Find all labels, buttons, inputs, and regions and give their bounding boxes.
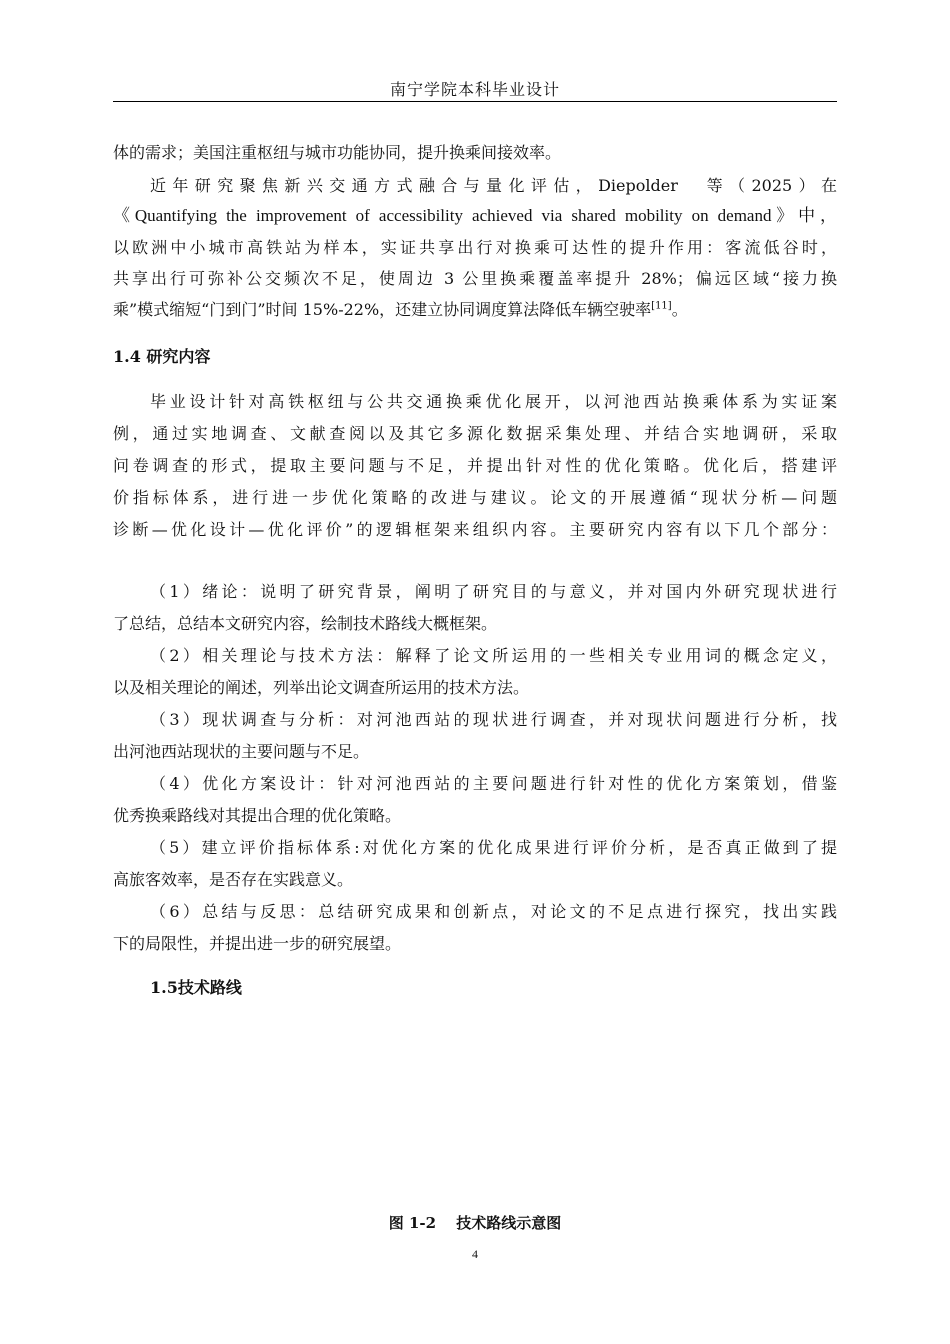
list-item-line: （2）相关理论与技术方法：解释了论文所运用的一些相关专业用词的概念定义， (150, 646, 837, 665)
list-item-line: （4）优化方案设计：针对河池西站的主要问题进行针对性的优化方案策划，借鉴 (150, 774, 837, 793)
paragraph-line: 问卷调查的形式，提取主要问题与不足，并提出针对性的优化策略。优化后，搭建评 (113, 456, 837, 475)
list-item-line: 下的局限性，并提出进一步的研究展望。 (113, 934, 402, 953)
page-header-title: 南宁学院本科毕业设计 (389, 80, 560, 99)
section-heading-1-4: 1.4 研究内容 (113, 347, 211, 366)
paragraph-line: 诊断—优化设计—优化评价”的逻辑框架来组织内容。主要研究内容有以下几个部分： (113, 520, 837, 539)
figure-area (113, 1010, 837, 1200)
list-item-line: （1）绪论：说明了研究背景，阐明了研究目的与意义，并对国内外研究现状进行 (150, 582, 837, 601)
section-heading-1-5: 1.5技术路线 (150, 978, 242, 997)
paragraph-line: 毕业设计针对高铁枢纽与公共交通换乘优化展开，以河池西站换乘体系为实证案 (150, 392, 837, 411)
paragraph-line: 例，通过实地调查、文献查阅以及其它多源化数据采集处理、并结合实地调研，采取 (113, 424, 837, 443)
list-item-line: 高旅客效率，是否存在实践意义。 (113, 870, 354, 889)
paragraph-line: 价指标体系，进行进一步优化策略的改进与建议。论文的开展遵循“现状分析—问题 (113, 488, 837, 507)
list-item-line: 以及相关理论的阐述，列举出论文调查所运用的技术方法。 (113, 678, 530, 697)
paragraph-line: 《Quantifying the improvement of accessibility achieved via shared mobility on demand》中， (113, 206, 837, 225)
list-item-line: （6）总结与反思：总结研究成果和创新点，对论文的不足点进行探究，找出实践 (150, 902, 837, 921)
citation-reference: [11] (651, 300, 672, 312)
list-item-line: 出河池西站现状的主要问题与不足。 (113, 742, 370, 761)
figure-caption: 图 1-2 技术路线示意图 (388, 1214, 562, 1232)
paragraph-line: 共享出行可弥补公交频次不足，使周边 3 公里换乘覆盖率提升 28%；偏远区域“接力换 (113, 269, 837, 288)
paragraph-line: 以欧洲中小城市高铁站为样本，实证共享出行对换乘可达性的提升作用：客流低谷时， (113, 238, 837, 257)
page-number: 4 (472, 1247, 478, 1261)
list-item-line: （5）建立评价指标体系:对优化方案的优化成果进行评价分析，是否真正做到了提 (150, 838, 837, 857)
paragraph-line: 体的需求；美国注重枢纽与城市功能协同，提升换乘间接效率。 (113, 143, 562, 162)
list-item-line: 了总结，总结本文研究内容，绘制技术路线大概框架。 (113, 614, 498, 633)
list-item-line: 优秀换乘路线对其提出合理的优化策略。 (113, 806, 402, 825)
header-divider (113, 101, 837, 102)
paragraph-line: 近年研究聚焦新兴交通方式融合与量化评估，Diepolder 等（2025）在 (150, 176, 837, 195)
list-item-line: （3）现状调查与分析：对河池西站的现状进行调查，并对现状问题进行分析，找 (150, 710, 837, 729)
paragraph-text: 。 (671, 300, 688, 319)
paragraph-text: 乘”模式缩短“门到门”时间 15%-22%，还建立协同调度算法降低车辆空驶率 (113, 300, 652, 319)
paragraph-line (113, 299, 688, 321)
